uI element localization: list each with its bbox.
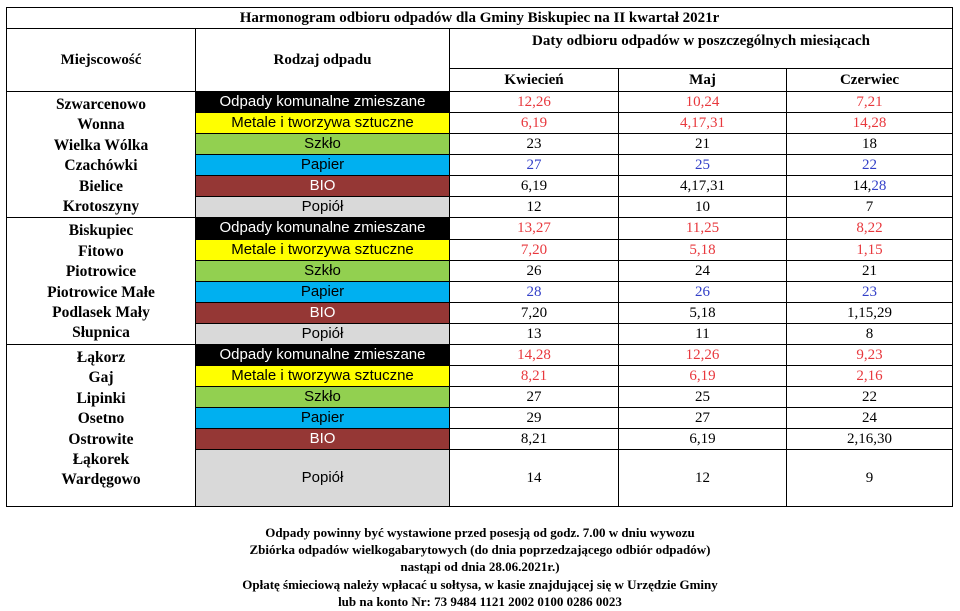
header-month-june: Czerwiec xyxy=(787,69,953,92)
footer-line: Odpady powinny być wystawione przed posesją od godz. 7.00 w dniu wywozu xyxy=(265,525,695,540)
date-june: 2,16,30 xyxy=(787,428,953,449)
location-name: Łąkorz xyxy=(76,348,126,366)
waste-type-glass: Szkło xyxy=(196,260,450,281)
schedule-sheet xyxy=(6,7,952,507)
footer-line: nastąpi od dnia 28.06.2021r.) xyxy=(400,559,560,575)
location-name: Podlasek Mały xyxy=(52,304,150,322)
date-june: 1,15,29 xyxy=(787,302,953,323)
date-april: 29 xyxy=(450,407,619,428)
date-may: 21 xyxy=(619,134,787,155)
location-list xyxy=(7,92,196,218)
date-may: 10,24 xyxy=(619,92,787,113)
schedule-table xyxy=(6,7,953,507)
waste-type-paper: Papier xyxy=(196,407,450,428)
date-april: 6,19 xyxy=(450,176,619,197)
date-may: 6,19 xyxy=(619,365,787,386)
date-june: 23 xyxy=(787,281,953,302)
location-name: Gaj xyxy=(88,369,114,387)
date-may: 26 xyxy=(619,281,787,302)
location-name: Lipinki xyxy=(76,389,126,407)
date-may: 10 xyxy=(619,197,787,218)
date-june: 21 xyxy=(787,260,953,281)
location-name: Czachówki xyxy=(64,157,138,175)
waste-type-mixed: Odpady komunalne zmieszane xyxy=(196,344,450,365)
date-april: 14 xyxy=(450,449,619,506)
schedule-title: Harmonogram odbioru odpadów dla Gminy Biskupiec na II kwartał 2021r xyxy=(7,8,953,29)
location-name: Ostrowite xyxy=(68,430,134,448)
date-june: 9,23 xyxy=(787,344,953,365)
date-may: 12 xyxy=(619,449,787,506)
footer-line: lub na konto Nr: 73 9484 1121 2002 0100 0286 0023 xyxy=(338,593,622,609)
footer-line: Zbiórka odpadów wielkogabarytowych (do dnia poprzedzającego odbiór odpadów) xyxy=(249,542,711,558)
date-may: 12,26 xyxy=(619,344,787,365)
date-may: 24 xyxy=(619,260,787,281)
footer-notes xyxy=(0,524,960,610)
header-waste-type: Rodzaj odpadu xyxy=(196,29,450,92)
header-location: Miejscowość xyxy=(7,29,196,92)
header-month-april: Kwiecień xyxy=(450,69,619,92)
waste-type-metal-plastic: Metale i tworzywa sztuczne xyxy=(196,239,450,260)
date-april: 27 xyxy=(450,155,619,176)
waste-type-bio: BIO xyxy=(196,302,450,323)
waste-type-ash: Popiół xyxy=(196,323,450,344)
footer-line: Opłatę śmieciową należy wpłacać u sołtysa, w kasie znajdującej się w Urzędzie Gminy xyxy=(242,576,718,592)
date-june: 14,28 xyxy=(787,113,953,134)
location-name: Osetno xyxy=(77,410,125,428)
date-june: 1,15 xyxy=(787,239,953,260)
waste-type-bio: BIO xyxy=(196,176,450,197)
location-name: Bielice xyxy=(79,177,123,195)
location-name: Słupnica xyxy=(72,324,130,342)
waste-type-paper: Papier xyxy=(196,155,450,176)
waste-type-mixed: Odpady komunalne zmieszane xyxy=(196,218,450,239)
date-may: 4,17,31 xyxy=(619,176,787,197)
location-list xyxy=(7,218,196,344)
waste-type-bio: BIO xyxy=(196,428,450,449)
date-june: 2,16 xyxy=(787,365,953,386)
date-may: 5,18 xyxy=(619,302,787,323)
date-june: 7,21 xyxy=(787,92,953,113)
date-april: 8,21 xyxy=(450,428,619,449)
date-may: 11,25 xyxy=(619,218,787,239)
date-april: 13,27 xyxy=(450,218,619,239)
location-name: Piotrowice xyxy=(65,263,137,281)
date-june xyxy=(787,176,953,197)
waste-type-ash: Popiół xyxy=(196,449,450,506)
date-june: 22 xyxy=(787,155,953,176)
location-name: Fitowo xyxy=(78,242,124,260)
date-may: 25 xyxy=(619,155,787,176)
waste-type-metal-plastic: Metale i tworzywa sztuczne xyxy=(196,113,450,134)
date-april: 14,28 xyxy=(450,344,619,365)
header-month-may: Maj xyxy=(619,69,787,92)
location-name: Biskupiec xyxy=(68,222,134,240)
date-april: 7,20 xyxy=(450,302,619,323)
date-may: 6,19 xyxy=(619,428,787,449)
date-april: 6,19 xyxy=(450,113,619,134)
date-april: 13 xyxy=(450,323,619,344)
date-may: 11 xyxy=(619,323,787,344)
date-may: 4,17,31 xyxy=(619,113,787,134)
location-name: Szwarcenowo xyxy=(55,96,147,113)
date-june-part: 14, xyxy=(852,178,872,195)
date-april: 28 xyxy=(450,281,619,302)
date-april: 26 xyxy=(450,260,619,281)
waste-type-metal-plastic: Metale i tworzywa sztuczne xyxy=(196,365,450,386)
waste-type-paper: Papier xyxy=(196,281,450,302)
date-june: 9 xyxy=(787,449,953,506)
location-name: Piotrowice Małe xyxy=(47,283,155,301)
waste-type-glass: Szkło xyxy=(196,134,450,155)
date-april: 27 xyxy=(450,386,619,407)
date-april: 8,21 xyxy=(450,365,619,386)
date-april: 23 xyxy=(450,134,619,155)
waste-type-glass: Szkło xyxy=(196,386,450,407)
date-june: 8 xyxy=(787,323,953,344)
location-name: Wardęgowo xyxy=(61,471,141,489)
location-name: Krotoszyny xyxy=(62,198,140,216)
date-june: 24 xyxy=(787,407,953,428)
date-june: 7 xyxy=(787,197,953,218)
date-april: 12 xyxy=(450,197,619,218)
date-june: 22 xyxy=(787,386,953,407)
date-april: 7,20 xyxy=(450,239,619,260)
location-name: Łąkorek xyxy=(72,450,130,468)
date-april: 12,26 xyxy=(450,92,619,113)
date-may: 25 xyxy=(619,386,787,407)
location-name: Wielka Wólka xyxy=(53,136,149,154)
date-june-part: 28 xyxy=(871,178,887,195)
location-list xyxy=(7,344,196,506)
date-may: 27 xyxy=(619,407,787,428)
date-june: 8,22 xyxy=(787,218,953,239)
waste-type-mixed: Odpady komunalne zmieszane xyxy=(196,92,450,113)
date-june: 18 xyxy=(787,134,953,155)
waste-type-ash: Popiół xyxy=(196,197,450,218)
date-may: 5,18 xyxy=(619,239,787,260)
location-name: Wonna xyxy=(77,116,125,134)
header-dates-group: Daty odbioru odpadów w poszczególnych miesiącach xyxy=(450,29,953,69)
